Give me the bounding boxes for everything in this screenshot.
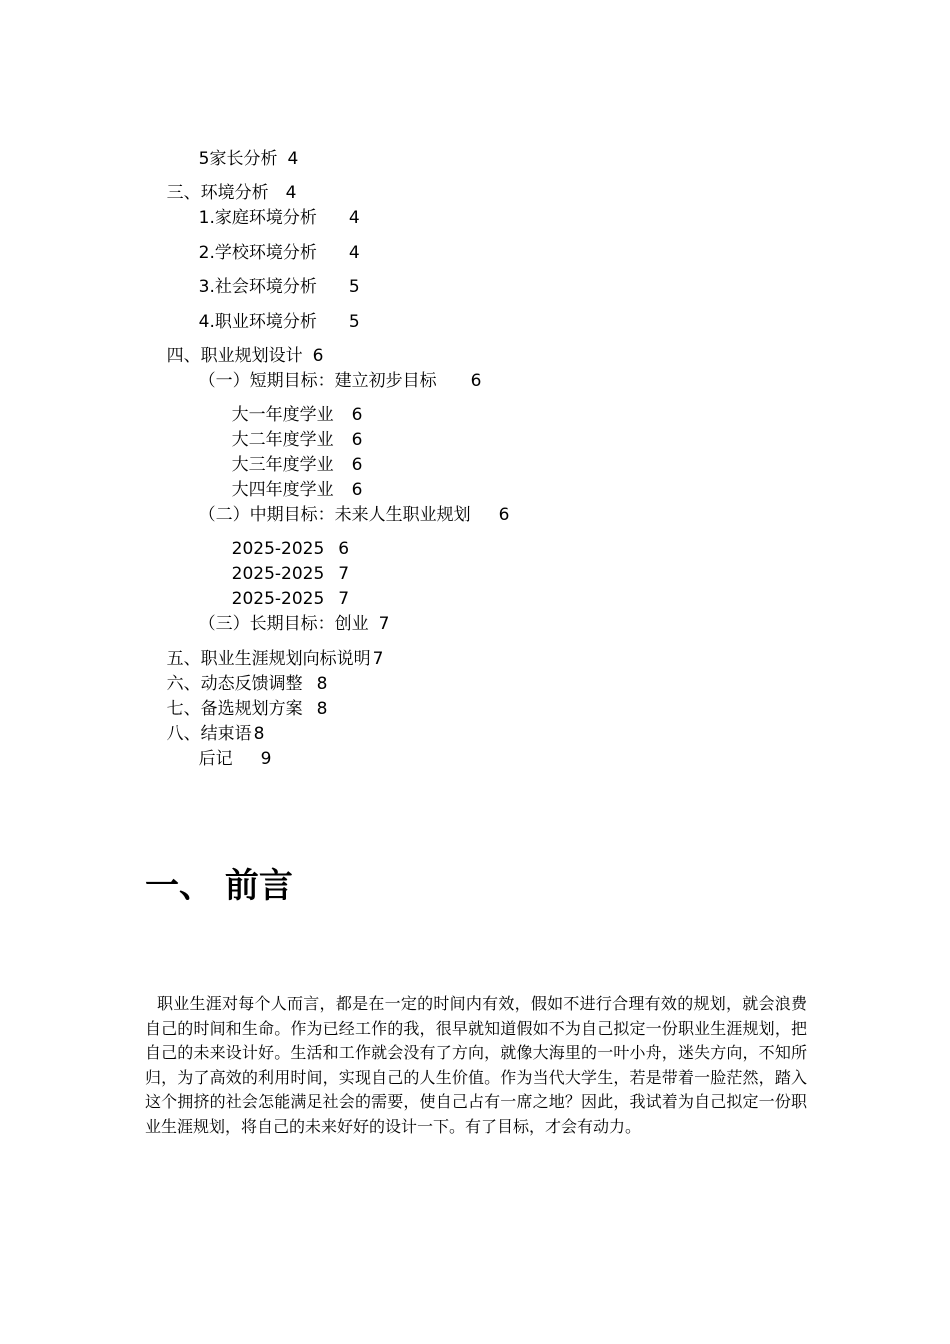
toc-entry-page: 4 [348,243,360,263]
toc-entry-page: 4 [348,208,360,228]
toc-entry-page: 8 [253,724,265,744]
toc-entry-title: 后记 [198,749,233,769]
toc-entry-page: 7 [338,589,350,609]
toc-entry-title: 4.职业环境分析 [198,312,317,332]
toc-entry-page: 6 [351,430,363,450]
toc-entry-title: （一）短期目标：建立初步目标 [198,371,437,391]
toc-entry-page: 8 [316,674,328,694]
toc-entry-title: （二）中期目标：未来人生职业规划 [198,505,471,525]
toc-entry-page: 7 [372,649,384,669]
toc-entry-page: 5 [348,277,360,297]
toc-entry-title: 2025-2025 [231,539,325,559]
toc-entry-title: （三）长期目标：创业 [198,614,369,634]
preface-paragraph: 职业生涯对每个人而言，都是在一定的时间内有效，假如不进行合理有效的规划，就会浪费自己的时间和生命。作为已经工作的我，很早就知道假如不为自己拟定一份职业生涯规划，把自己的未来设计好。生活和工作就会没有了方向，就像大海里的一叶小舟，迷失方向，不知所归，为了高效的利用时间，实现自己的人生价值。作为当代大学生，若是带着一脸茫然，踏入这个拥挤的社会怎能满足社会的需要，使自己占有一席之地？因此，我试着为自己拟定一份职业生涯规划，将自己的未来好好的设计一下。有了目标，才会有动力。 [145,994,807,1136]
toc-entry-title: 四、职业规划设计 [166,346,303,366]
toc-entry-page: 7 [338,564,350,584]
toc-entry-title: 2.学校环境分析 [198,243,317,263]
toc-entry-page: 6 [312,346,324,366]
toc-entry-title: 大三年度学业 [231,455,334,475]
toc-entry-title: 三、环境分析 [166,183,269,203]
toc-entry-title: 2025-2025 [231,564,325,584]
toc-entry-title: 大二年度学业 [231,430,334,450]
toc-entry-title: 5家长分析 [198,149,278,169]
toc-entry-page: 5 [348,312,360,332]
toc-entry-page: 4 [287,149,299,169]
toc-entry-page: 7 [378,614,390,634]
toc-entry-title: 六、动态反馈调整 [166,674,303,694]
toc-entry-title: 2025-2025 [231,589,325,609]
toc-entry-page: 6 [498,505,510,525]
toc-entry-page: 9 [260,749,272,769]
toc-entry-page: 6 [351,455,363,475]
toc-entry-page: 6 [338,539,350,559]
toc-entry-title: 1.家庭环境分析 [198,208,317,228]
toc-entry-page: 6 [351,405,363,425]
toc-entry-title: 八、结束语 [166,724,252,744]
toc-entry [177,726,271,792]
toc-entry-page: 6 [351,480,363,500]
toc-entry-title: 大四年度学业 [231,480,334,500]
toc-entry-title: 大一年度学业 [231,405,334,425]
toc-entry-title: 3.社会环境分析 [198,277,317,297]
toc-entry-title: 七、备选规划方案 [166,699,303,719]
toc-entry-page: 8 [316,699,328,719]
toc-entry-page: 6 [470,371,482,391]
toc-entry-page: 4 [285,183,297,203]
section-heading-preface: 一、 前言 [145,866,293,906]
toc-entry-title: 五、职业生涯规划向标说明 [166,649,371,669]
